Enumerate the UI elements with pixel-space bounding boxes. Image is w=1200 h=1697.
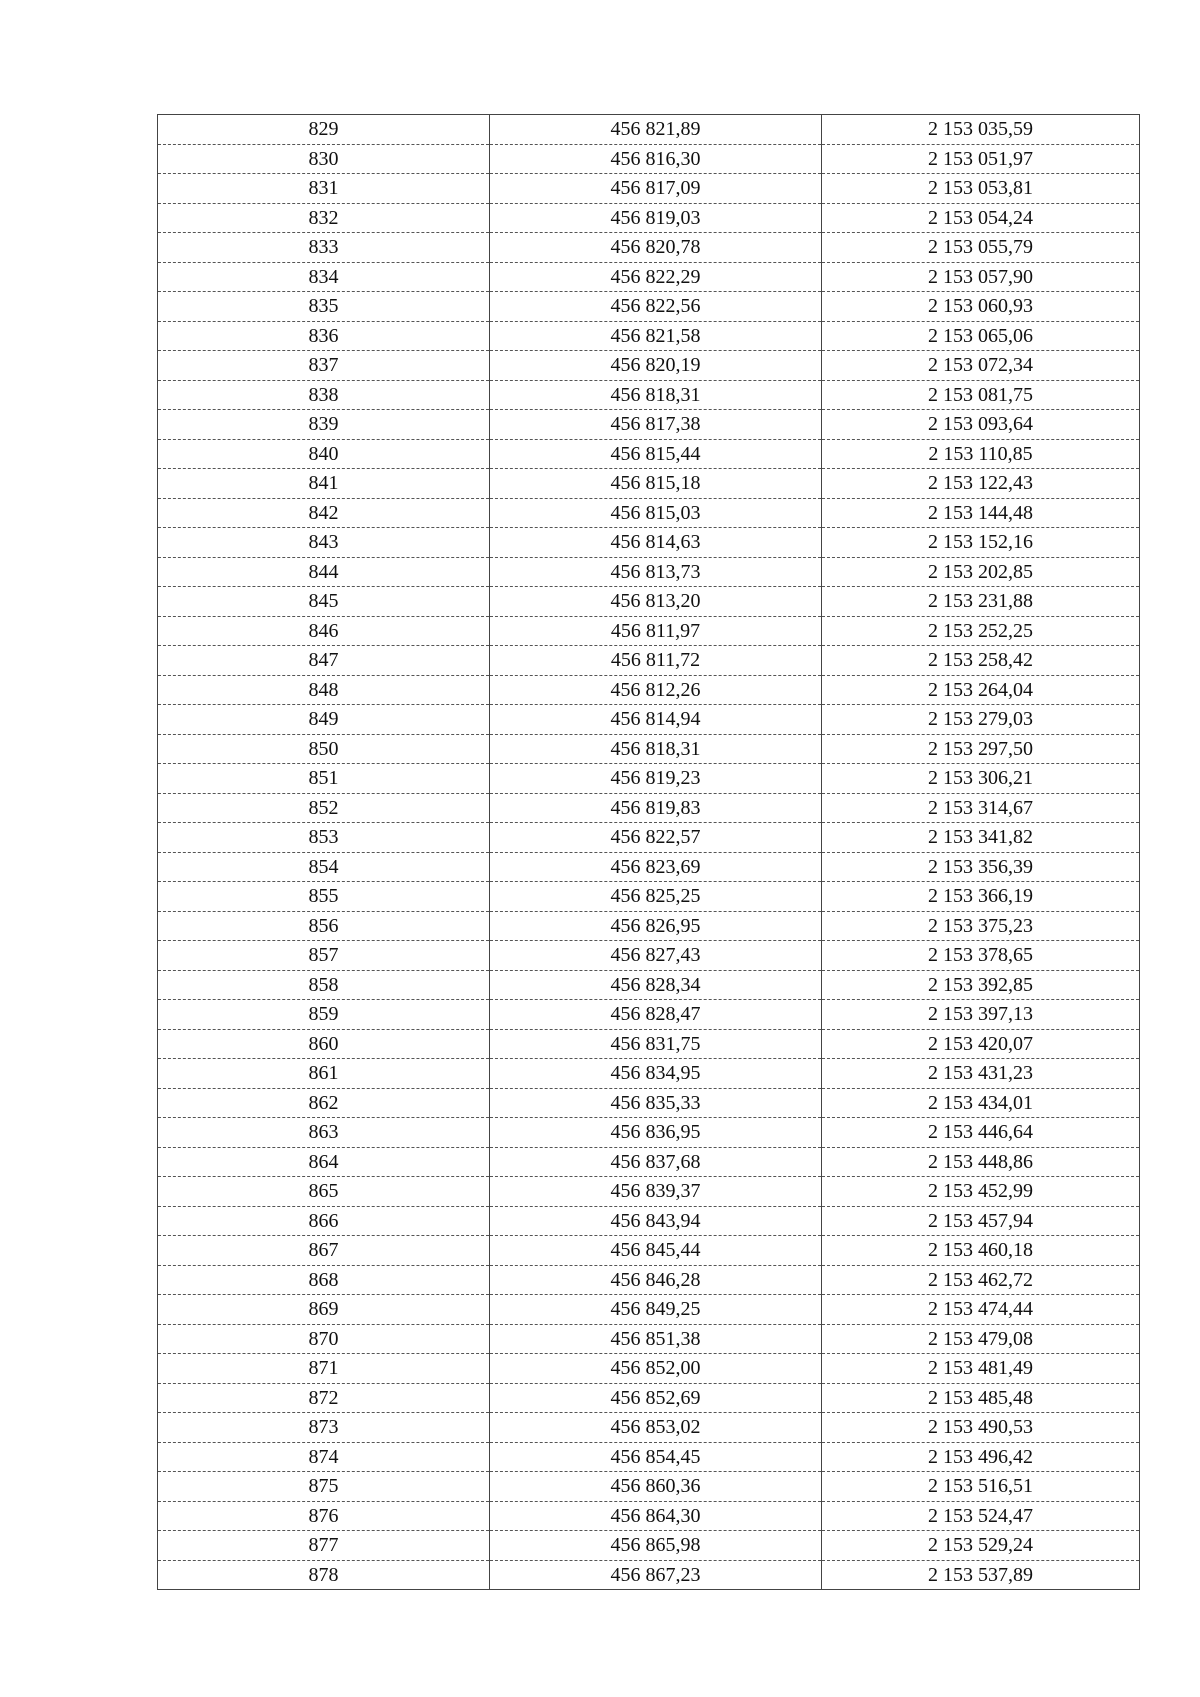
- y-coordinate-cell: 2 153 053,81: [822, 174, 1140, 204]
- y-coordinate-cell: 2 153 496,42: [822, 1442, 1140, 1472]
- x-coordinate-cell: 456 821,89: [490, 115, 822, 145]
- x-coordinate-cell: 456 818,31: [490, 380, 822, 410]
- table-row: [158, 675, 1140, 705]
- point-number-cell: 871: [158, 1354, 490, 1384]
- point-number-cell: 857: [158, 941, 490, 971]
- table-row: [158, 1295, 1140, 1325]
- x-coordinate-cell: 456 835,33: [490, 1088, 822, 1118]
- point-number-cell: 847: [158, 646, 490, 676]
- x-coordinate-cell: 456 828,34: [490, 970, 822, 1000]
- y-coordinate-cell: 2 153 035,59: [822, 115, 1140, 145]
- y-coordinate-cell: 2 153 152,16: [822, 528, 1140, 558]
- x-coordinate-cell: 456 836,95: [490, 1118, 822, 1148]
- table-row: [158, 1177, 1140, 1207]
- y-coordinate-cell: 2 153 490,53: [822, 1413, 1140, 1443]
- table-row: [158, 262, 1140, 292]
- point-number-cell: 841: [158, 469, 490, 499]
- y-coordinate-cell: 2 153 279,03: [822, 705, 1140, 735]
- point-number-cell: 833: [158, 233, 490, 263]
- x-coordinate-cell: 456 814,63: [490, 528, 822, 558]
- y-coordinate-cell: 2 153 485,48: [822, 1383, 1140, 1413]
- x-coordinate-cell: 456 826,95: [490, 911, 822, 941]
- x-coordinate-cell: 456 820,78: [490, 233, 822, 263]
- y-coordinate-cell: 2 153 055,79: [822, 233, 1140, 263]
- point-number-cell: 878: [158, 1560, 490, 1590]
- point-number-cell: 835: [158, 292, 490, 322]
- x-coordinate-cell: 456 849,25: [490, 1295, 822, 1325]
- point-number-cell: 860: [158, 1029, 490, 1059]
- table-row: [158, 1442, 1140, 1472]
- y-coordinate-cell: 2 153 258,42: [822, 646, 1140, 676]
- x-coordinate-cell: 456 852,00: [490, 1354, 822, 1384]
- point-number-cell: 851: [158, 764, 490, 794]
- y-coordinate-cell: 2 153 306,21: [822, 764, 1140, 794]
- table-row: [158, 705, 1140, 735]
- x-coordinate-cell: 456 821,58: [490, 321, 822, 351]
- table-row: [158, 498, 1140, 528]
- x-coordinate-cell: 456 816,30: [490, 144, 822, 174]
- point-number-cell: 853: [158, 823, 490, 853]
- table-row: [158, 115, 1140, 145]
- table-row: [158, 1147, 1140, 1177]
- x-coordinate-cell: 456 819,23: [490, 764, 822, 794]
- table-row: [158, 1472, 1140, 1502]
- y-coordinate-cell: 2 153 378,65: [822, 941, 1140, 971]
- point-number-cell: 872: [158, 1383, 490, 1413]
- table-row: [158, 1560, 1140, 1590]
- y-coordinate-cell: 2 153 057,90: [822, 262, 1140, 292]
- table-row: [158, 439, 1140, 469]
- y-coordinate-cell: 2 153 356,39: [822, 852, 1140, 882]
- point-number-cell: 848: [158, 675, 490, 705]
- x-coordinate-cell: 456 827,43: [490, 941, 822, 971]
- y-coordinate-cell: 2 153 202,85: [822, 557, 1140, 587]
- point-number-cell: 846: [158, 616, 490, 646]
- table-row: [158, 203, 1140, 233]
- x-coordinate-cell: 456 815,03: [490, 498, 822, 528]
- y-coordinate-cell: 2 153 446,64: [822, 1118, 1140, 1148]
- table-row: [158, 557, 1140, 587]
- y-coordinate-cell: 2 153 397,13: [822, 1000, 1140, 1030]
- y-coordinate-cell: 2 153 434,01: [822, 1088, 1140, 1118]
- x-coordinate-cell: 456 818,31: [490, 734, 822, 764]
- y-coordinate-cell: 2 153 462,72: [822, 1265, 1140, 1295]
- x-coordinate-cell: 456 837,68: [490, 1147, 822, 1177]
- y-coordinate-cell: 2 153 420,07: [822, 1029, 1140, 1059]
- point-number-cell: 863: [158, 1118, 490, 1148]
- y-coordinate-cell: 2 153 314,67: [822, 793, 1140, 823]
- table-row: [158, 1000, 1140, 1030]
- y-coordinate-cell: 2 153 054,24: [822, 203, 1140, 233]
- y-coordinate-cell: 2 153 375,23: [822, 911, 1140, 941]
- point-number-cell: 869: [158, 1295, 490, 1325]
- table-row: [158, 587, 1140, 617]
- y-coordinate-cell: 2 153 081,75: [822, 380, 1140, 410]
- point-number-cell: 838: [158, 380, 490, 410]
- y-coordinate-cell: 2 153 460,18: [822, 1236, 1140, 1266]
- point-number-cell: 845: [158, 587, 490, 617]
- x-coordinate-cell: 456 819,03: [490, 203, 822, 233]
- y-coordinate-cell: 2 153 231,88: [822, 587, 1140, 617]
- table-row: [158, 882, 1140, 912]
- point-number-cell: 862: [158, 1088, 490, 1118]
- point-number-cell: 837: [158, 351, 490, 381]
- table-row: [158, 1354, 1140, 1384]
- table-row: [158, 941, 1140, 971]
- x-coordinate-cell: 456 820,19: [490, 351, 822, 381]
- point-number-cell: 840: [158, 439, 490, 469]
- point-number-cell: 867: [158, 1236, 490, 1266]
- coordinates-table: [157, 114, 1140, 1590]
- point-number-cell: 854: [158, 852, 490, 882]
- table-row: [158, 1088, 1140, 1118]
- table-row: [158, 1118, 1140, 1148]
- y-coordinate-cell: 2 153 452,99: [822, 1177, 1140, 1207]
- x-coordinate-cell: 456 819,83: [490, 793, 822, 823]
- table-row: [158, 911, 1140, 941]
- y-coordinate-cell: 2 153 093,64: [822, 410, 1140, 440]
- y-coordinate-cell: 2 153 537,89: [822, 1560, 1140, 1590]
- y-coordinate-cell: 2 153 144,48: [822, 498, 1140, 528]
- x-coordinate-cell: 456 851,38: [490, 1324, 822, 1354]
- x-coordinate-cell: 456 845,44: [490, 1236, 822, 1266]
- point-number-cell: 856: [158, 911, 490, 941]
- y-coordinate-cell: 2 153 110,85: [822, 439, 1140, 469]
- y-coordinate-cell: 2 153 065,06: [822, 321, 1140, 351]
- y-coordinate-cell: 2 153 474,44: [822, 1295, 1140, 1325]
- x-coordinate-cell: 456 865,98: [490, 1531, 822, 1561]
- x-coordinate-cell: 456 811,97: [490, 616, 822, 646]
- table-row: [158, 1206, 1140, 1236]
- y-coordinate-cell: 2 153 060,93: [822, 292, 1140, 322]
- table-row: [158, 646, 1140, 676]
- x-coordinate-cell: 456 864,30: [490, 1501, 822, 1531]
- point-number-cell: 861: [158, 1059, 490, 1089]
- x-coordinate-cell: 456 853,02: [490, 1413, 822, 1443]
- table-row: [158, 734, 1140, 764]
- y-coordinate-cell: 2 153 481,49: [822, 1354, 1140, 1384]
- point-number-cell: 834: [158, 262, 490, 292]
- y-coordinate-cell: 2 153 392,85: [822, 970, 1140, 1000]
- point-number-cell: 836: [158, 321, 490, 351]
- point-number-cell: 843: [158, 528, 490, 558]
- point-number-cell: 868: [158, 1265, 490, 1295]
- point-number-cell: 874: [158, 1442, 490, 1472]
- table-row: [158, 174, 1140, 204]
- table-row: [158, 970, 1140, 1000]
- y-coordinate-cell: 2 153 366,19: [822, 882, 1140, 912]
- y-coordinate-cell: 2 153 051,97: [822, 144, 1140, 174]
- point-number-cell: 865: [158, 1177, 490, 1207]
- coordinates-table-body: [158, 115, 1140, 1590]
- y-coordinate-cell: 2 153 122,43: [822, 469, 1140, 499]
- x-coordinate-cell: 456 867,23: [490, 1560, 822, 1590]
- table-row: [158, 1501, 1140, 1531]
- point-number-cell: 870: [158, 1324, 490, 1354]
- x-coordinate-cell: 456 834,95: [490, 1059, 822, 1089]
- table-row: [158, 852, 1140, 882]
- x-coordinate-cell: 456 817,38: [490, 410, 822, 440]
- x-coordinate-cell: 456 825,25: [490, 882, 822, 912]
- table-row: [158, 1059, 1140, 1089]
- x-coordinate-cell: 456 822,57: [490, 823, 822, 853]
- table-row: [158, 469, 1140, 499]
- x-coordinate-cell: 456 839,37: [490, 1177, 822, 1207]
- y-coordinate-cell: 2 153 297,50: [822, 734, 1140, 764]
- x-coordinate-cell: 456 822,56: [490, 292, 822, 322]
- point-number-cell: 875: [158, 1472, 490, 1502]
- point-number-cell: 842: [158, 498, 490, 528]
- point-number-cell: 849: [158, 705, 490, 735]
- table-row: [158, 764, 1140, 794]
- x-coordinate-cell: 456 828,47: [490, 1000, 822, 1030]
- y-coordinate-cell: 2 153 264,04: [822, 675, 1140, 705]
- point-number-cell: 876: [158, 1501, 490, 1531]
- table-row: [158, 616, 1140, 646]
- point-number-cell: 859: [158, 1000, 490, 1030]
- y-coordinate-cell: 2 153 516,51: [822, 1472, 1140, 1502]
- y-coordinate-cell: 2 153 072,34: [822, 351, 1140, 381]
- point-number-cell: 873: [158, 1413, 490, 1443]
- y-coordinate-cell: 2 153 431,23: [822, 1059, 1140, 1089]
- point-number-cell: 829: [158, 115, 490, 145]
- table-row: [158, 1383, 1140, 1413]
- point-number-cell: 830: [158, 144, 490, 174]
- table-row: [158, 1531, 1140, 1561]
- x-coordinate-cell: 456 813,73: [490, 557, 822, 587]
- table-row: [158, 823, 1140, 853]
- point-number-cell: 832: [158, 203, 490, 233]
- point-number-cell: 877: [158, 1531, 490, 1561]
- point-number-cell: 852: [158, 793, 490, 823]
- table-row: [158, 351, 1140, 381]
- point-number-cell: 855: [158, 882, 490, 912]
- x-coordinate-cell: 456 846,28: [490, 1265, 822, 1295]
- y-coordinate-cell: 2 153 529,24: [822, 1531, 1140, 1561]
- point-number-cell: 831: [158, 174, 490, 204]
- x-coordinate-cell: 456 822,29: [490, 262, 822, 292]
- table-row: [158, 1413, 1140, 1443]
- x-coordinate-cell: 456 823,69: [490, 852, 822, 882]
- x-coordinate-cell: 456 843,94: [490, 1206, 822, 1236]
- point-number-cell: 858: [158, 970, 490, 1000]
- table-row: [158, 233, 1140, 263]
- x-coordinate-cell: 456 812,26: [490, 675, 822, 705]
- y-coordinate-cell: 2 153 457,94: [822, 1206, 1140, 1236]
- y-coordinate-cell: 2 153 341,82: [822, 823, 1140, 853]
- point-number-cell: 844: [158, 557, 490, 587]
- y-coordinate-cell: 2 153 524,47: [822, 1501, 1140, 1531]
- y-coordinate-cell: 2 153 479,08: [822, 1324, 1140, 1354]
- point-number-cell: 850: [158, 734, 490, 764]
- table-row: [158, 380, 1140, 410]
- x-coordinate-cell: 456 813,20: [490, 587, 822, 617]
- point-number-cell: 866: [158, 1206, 490, 1236]
- x-coordinate-cell: 456 815,18: [490, 469, 822, 499]
- table-row: [158, 321, 1140, 351]
- point-number-cell: 839: [158, 410, 490, 440]
- table-row: [158, 410, 1140, 440]
- table-row: [158, 793, 1140, 823]
- x-coordinate-cell: 456 860,36: [490, 1472, 822, 1502]
- point-number-cell: 864: [158, 1147, 490, 1177]
- table-row: [158, 1265, 1140, 1295]
- table-row: [158, 292, 1140, 322]
- x-coordinate-cell: 456 854,45: [490, 1442, 822, 1472]
- x-coordinate-cell: 456 852,69: [490, 1383, 822, 1413]
- x-coordinate-cell: 456 811,72: [490, 646, 822, 676]
- x-coordinate-cell: 456 831,75: [490, 1029, 822, 1059]
- x-coordinate-cell: 456 814,94: [490, 705, 822, 735]
- x-coordinate-cell: 456 815,44: [490, 439, 822, 469]
- table-row: [158, 144, 1140, 174]
- table-row: [158, 1324, 1140, 1354]
- table-row: [158, 1236, 1140, 1266]
- y-coordinate-cell: 2 153 252,25: [822, 616, 1140, 646]
- table-row: [158, 1029, 1140, 1059]
- y-coordinate-cell: 2 153 448,86: [822, 1147, 1140, 1177]
- x-coordinate-cell: 456 817,09: [490, 174, 822, 204]
- table-row: [158, 528, 1140, 558]
